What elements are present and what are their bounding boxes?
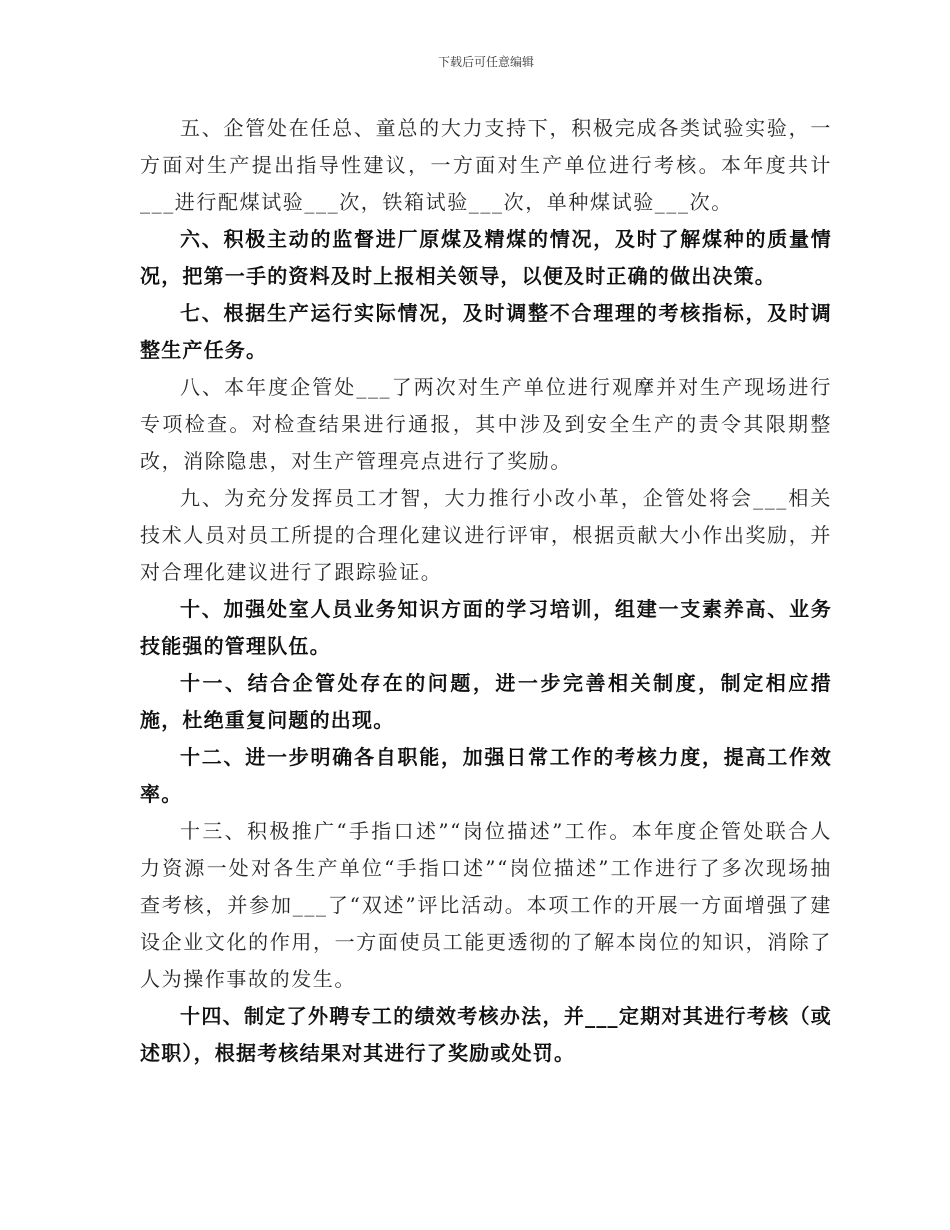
paragraph-7: 七、根据生产运行实际情况，及时调整不合理理的考核指标，及时调整生产任务。: [140, 301, 832, 362]
page-header: 下载后可任意编辑: [437, 55, 534, 69]
paragraph-12: 十二、进一步明确各自职能，加强日常工作的考核力度，提高工作效率。: [140, 745, 832, 806]
paragraph-14: 十四、制定了外聘专工的绩效考核办法，并___定期对其进行考核（或述职），根据考核结果对其进行了奖励或处罚。: [140, 1004, 832, 1065]
paragraph-9: 九、为充分发挥员工才智，大力推行小改小革，企管处将会___相关技术人员对员工所提的合理化建议进行评审，根据贡献大小作出奖励，并对合理化建议进行了跟踪验证。: [140, 486, 832, 584]
paragraph-6: 六、积极主动的监督进厂原煤及精煤的情况，及时了解煤种的质量情况，把第一手的资料及时上报相关领导，以便及时正确的做出决策。: [140, 227, 832, 288]
paragraph-8: 八、本年度企管处___了两次对生产单位进行观摩并对生产现场进行专项检查。对检查结果进行通报，其中涉及到安全生产的责令其限期整改，消除隐患，对生产管理亮点进行了奖励。: [140, 375, 832, 473]
paragraph-11: 十一、结合企管处存在的问题，进一步完善相关制度，制定相应措施，杜绝重复问题的出现。: [140, 671, 832, 732]
document-body: [140, 76, 832, 1072]
paragraph-13: 十三、积极推广“手指口述”“岗位描述”工作。本年度企管处联合人力资源一处对各生产单位“手指口述”“岗位描述”工作进行了多次现场抽查考核，并参加___了“双述”评比活动。本项工作的开展一方面增强了建设企业文化的作用，一方面使员工能更透彻的了解本岗位的知识，消除了人为操作事故的发生。: [140, 819, 832, 991]
paragraph-10: 十、加强处室人员业务知识方面的学习培训，组建一支素养高、业务技能强的管理队伍。: [140, 597, 832, 658]
paragraph-5: 五、企管处在任总、童总的大力支持下，积极完成各类试验实验，一方面对生产提出指导性建议，一方面对生产单位进行考核。本年度共计___进行配煤试验___次，铁箱试验___次，单种煤试验___次。: [140, 116, 832, 214]
